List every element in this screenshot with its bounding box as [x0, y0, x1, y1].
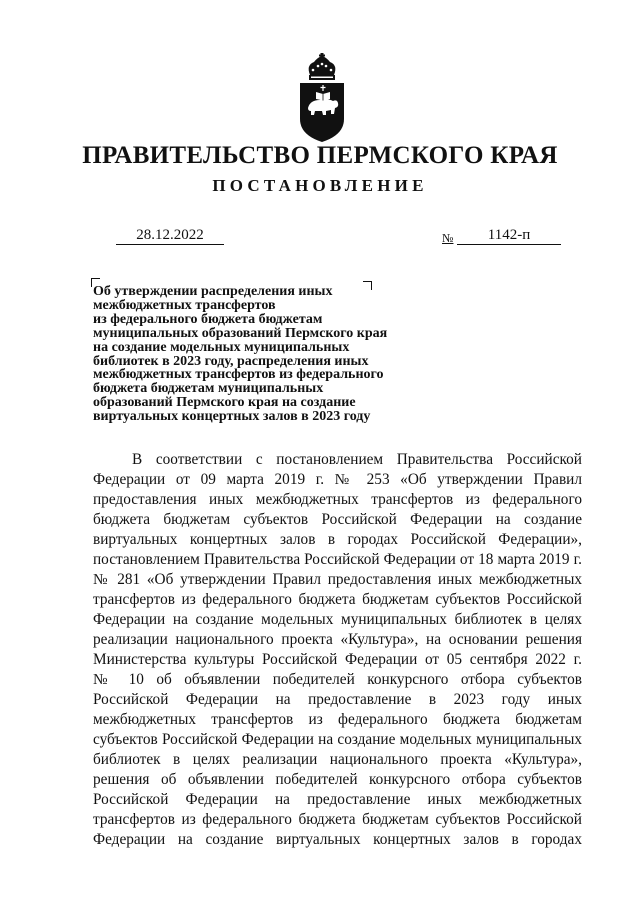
body-line: Российской Федерации на предоставление в 2023 году иных: [93, 691, 582, 708]
organization-title: ПРАВИТЕЛЬСТВО ПЕРМСКОГО КРАЯ: [82, 142, 558, 169]
document-subject: [93, 285, 433, 424]
document-number: 1142-п: [457, 227, 561, 245]
subject-line: библиотек в 2023 году, распределения иных: [93, 353, 369, 369]
body-line: Федерации от 09 марта 2019 г. № 253 «Об утверждении Правил: [93, 471, 582, 488]
subject-line: образований Пермского края на создание: [93, 395, 356, 411]
subject-line: бюджета бюджетам муниципальных: [93, 381, 324, 397]
body-line: решения об объявлении победителей конкурсного отбора субъектов: [93, 771, 582, 788]
body-line: реализации национального проекта «Культура», на основании решения: [93, 631, 582, 648]
body-line: трансфертов из федерального бюджета бюджетам субъектов Российской: [93, 811, 582, 828]
body-line: Министерства культуры Российской Федерации от 05 сентября 2022 г.: [93, 651, 582, 668]
subject-line: межбюджетных трансфертов: [93, 297, 276, 313]
body-line: № 10 об объявлении победителей конкурсного отбора субъектов: [93, 671, 582, 688]
subject-line: межбюджетных трансфертов из федерального: [93, 367, 384, 383]
body-line: предоставления иных межбюджетных трансфертов из федерального: [93, 491, 582, 508]
number-sign: №: [442, 231, 454, 245]
body-line: трансфертов из федерального бюджета бюджетам субъектов Российской: [93, 591, 582, 608]
body-paragraph: [93, 450, 582, 850]
document-type-title: ПОСТАНОВЛЕНИЕ: [212, 176, 428, 195]
body-line: межбюджетных трансфертов из федерального бюджета бюджетам: [93, 711, 582, 728]
subject-line: муниципальных образований Пермского края: [93, 325, 388, 341]
body-line: В соответствии с постановлением Правительства Российской: [132, 451, 582, 468]
body-line: библиотек в целях реализации национального проекта «Культура»,: [93, 751, 582, 768]
subject-line: на создание модельных муниципальных: [93, 339, 350, 355]
subject-line: Об утверждении распределения иных: [93, 284, 333, 299]
body-line: бюджета бюджетам субъектов Российской Федерации на создание: [93, 511, 582, 528]
subject-line: виртуальных концертных залов в 2023 году: [93, 409, 371, 425]
body-line: виртуальных концертных залов в городах Российской Федерации»,: [93, 531, 582, 548]
body-line: Российской Федерации на предоставление иных межбюджетных: [93, 791, 582, 808]
coat-of-arms-emblem: [296, 53, 348, 143]
body-line: Федерации на создание модельных муниципальных библиотек в целях: [93, 611, 582, 628]
body-line: постановлением Правительства Российской Федерации от 18 марта 2019 г.: [93, 551, 582, 568]
body-line: № 281 «Об утверждении Правил предоставления иных межбюджетных: [93, 571, 582, 588]
body-line: субъектов Российской Федерации на создание модельных муниципальных: [93, 731, 582, 748]
document-date: 28.12.2022: [116, 227, 224, 245]
subject-line: из федерального бюджета бюджетам: [93, 311, 323, 327]
body-line: Федерации на создание виртуальных концертных залов в городах: [93, 831, 582, 848]
